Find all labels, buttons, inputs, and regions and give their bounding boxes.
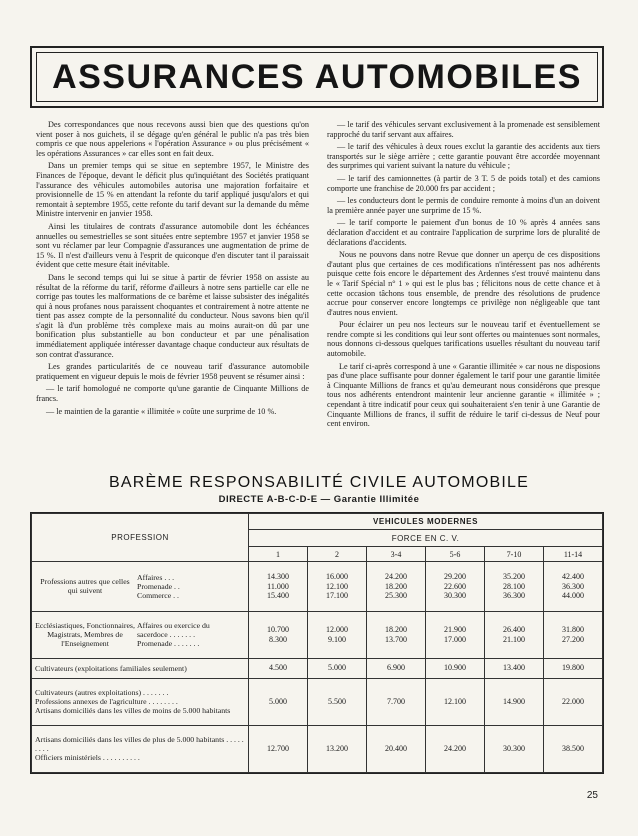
tariff-value: 5.500: [308, 678, 367, 725]
tariff-value: 35.200 28.100 36.300: [485, 562, 544, 612]
tariff-value: 4.500: [249, 658, 308, 678]
profession-cell: [32, 678, 249, 725]
left_col-paragraph: Dans un premier temps qui se situe en septembre 1957, le Ministre des Finances de l'époque, devant le déficit plus qu'inquiétant des Sociétés pratiquant l'assurance des véhicules automobiles autorisa une majoration forfaitaire et provisionnelle de 15 % en attendant la refonte du tarif appliqué jusqu'alors et qui remontait à septembre 1955, cette refonte du tarif devant sur la demande du même Ministre intervenir en janvier 1958.: [36, 161, 309, 219]
table-row: [32, 678, 603, 725]
tariff-value: 12.100: [426, 678, 485, 725]
profession-cell: [32, 562, 249, 612]
tariff-value: 7.700: [367, 678, 426, 725]
profession-subcategory: Affaires ou exercice du sacerdoce . . . . . . .: [137, 621, 210, 640]
vehicules-header: VEHICULES MODERNES: [249, 514, 603, 530]
tariff-value: 14.300 11.000 15.400: [249, 562, 308, 612]
tariff-value: 30.300: [485, 725, 544, 772]
left-column: [36, 120, 309, 470]
profession-group: Ecclésiastiques, Fonctionnaires, Magistrats, Membres de l'Enseignement: [35, 621, 135, 649]
profession-group: Cultivateurs (exploitations familiales seulement): [35, 664, 187, 673]
table-subtitle: DIRECTE A-B-C-D-E — Garantie Illimitée: [218, 494, 420, 505]
right-column: [327, 120, 600, 470]
tariff-value: 31.800 27.200: [544, 611, 603, 658]
table-row: [32, 562, 603, 612]
profession-subcategory: Promenade . .: [137, 581, 180, 591]
table-row: [32, 725, 603, 772]
force-column-header: 3-4: [367, 547, 426, 562]
tariff-value: 26.400 21.100: [485, 611, 544, 658]
profession-cell: [32, 725, 249, 772]
tariff-value: 10.900: [426, 658, 485, 678]
right_col-paragraph: — le tarif des camionnettes (à partir de 3 T. 5 de poids total) et des camions comporte une franchise de 20.000 frs par accident ;: [327, 173, 600, 193]
profession-header: PROFESSION: [32, 514, 249, 562]
right_col-paragraph: — le tarif comporte le paiement d'un bonus de 10 % après 4 années sans déclaration d'accident et au contraire l'application de surprime lors de pluralité de déclarations d'accidents.: [327, 218, 600, 247]
tariff-value: 12.700: [249, 725, 308, 772]
tariff-value: 14.900: [485, 678, 544, 725]
tariff-value: 12.000 9.100: [308, 611, 367, 658]
tariff-value: 19.800: [544, 658, 603, 678]
tariff-value: 38.500: [544, 725, 603, 772]
left_col-paragraph: — le tarif homologué ne comporte qu'une garantie de Cinquante Millions de francs.: [36, 384, 309, 404]
left_col-paragraph: Des correspondances que nous recevons aussi bien que des questions qu'on vient poser à nos guichets, il se dégage qu'en général le public n'a pas très bien compris ce que nous appelerions « l'opération Assurance » ou plus précisément « les opérations Assurances » car elles sont en fait deux.: [36, 120, 309, 158]
tariff-value: 5.000: [308, 658, 367, 678]
profession-subcategory: Affaires . . .: [137, 572, 175, 582]
tariff-value: 5.000: [249, 678, 308, 725]
left_col-paragraph: Dans le second temps qui lui se situe à partir de février 1958 on assiste au résultat de la réforme du tarif, réforme d'ailleurs à notre sens partielle car elle ne corrige pas toutes les malformations de ce barème et laisse subsister des inégalités qui à nous profanes nous paraissent choquantes et contrairement à notre attente ne tient pas assez compte de la personnalité du conducteur. Nous savons bien qu'il s'agit là d'un problème très complexe mais au moins aurait-on dû par une bonification plus substantielle au bon conducteur et par une pénalisation immédiatement appliquée intéresser davantage chaque conducteur aux résultats de son contrat d'assurance.: [36, 272, 309, 359]
force-column-header: 1: [249, 547, 308, 562]
article-body: [36, 120, 600, 470]
tariff-value: 20.400: [367, 725, 426, 772]
tariff-value: 10.700 8.300: [249, 611, 308, 658]
title-frame: [30, 46, 604, 108]
tariff-value: 24.200 18.200 25.300: [367, 562, 426, 612]
tariff-value: 6.900: [367, 658, 426, 678]
right_col-paragraph: Pour éclairer un peu nos lecteurs sur le nouveau tarif et éventuellement se rendre compte si les conditions qui leur sont offertes ou maintenues sont normales, nous donnons ci-dessous quelques tarifications usuelles résultant du nouveau tarif automobile.: [327, 320, 600, 359]
profession-subcategory: Promenade . . . . . . .: [137, 639, 200, 649]
profession-group: Cultivateurs (autres exploitations) . . . . . . . Professions annexes de l'agriculture . . . . . . . . Artisans domiciliés dans les villes de moins de 5.000 habitants: [35, 688, 231, 716]
force-column-header: 7-10: [485, 547, 544, 562]
page-title: ASSURANCES AUTOMOBILES: [52, 58, 582, 96]
page-number: 25: [586, 790, 598, 801]
right_col-paragraph: — les conducteurs dont le permis de conduire remonte à moins d'un an doivent la première année payer une surprime de 15 %.: [327, 196, 600, 215]
left_col-paragraph: Les grandes particularités de ce nouveau tarif d'assurance automobile pratiquement en vigueur depuis le mois de février 1958 peuvent se résumer ainsi :: [36, 362, 309, 381]
right_col-paragraph: Nous ne pouvons dans notre Revue que donner un aperçu de ces dispositions d'autant plus que certaines de ces modifications n'intéressent pas nos adhérents puisque cette fois encore le département des Ardennes s'est trouvé maintenu dans le « Tarif Spécial n° 1 » qui est le plus bas ; félicitons nous de cette chance et à cette occasion tâchons tous ensemble, de prendre des résolutions de prudence accrue pour conserver encore longtemps ce privilège non négligeable que tant d'autres nous envient.: [327, 250, 600, 317]
profession-group: Artisans domiciliés dans les villes de plus de 5.000 habitants . . . . . . . . . Officiers ministériels . . . . . . . . . .: [35, 735, 244, 763]
profession-subcategory: Commerce . .: [137, 590, 180, 600]
tariff-value: 21.900 17.000: [426, 611, 485, 658]
right_col-paragraph: Le tarif ci-après correspond à une « Garantie illimitée » car nous ne disposions pas d'une place suffisante pour donner également le tarif pour une garantie limitée à Cinquante Millions de francs et qu'au demeurant nous considérons que presque tous nos adhérents entendront maintenir leur ancienne garantie « illimitée » ; cependant à titre indicatif pour ceux qui souhaiteraient s'en tenir à une Garantie de Cinquante Millions de francs, il suffit de réduire le tarif ci-dessus de Neuf pour cent environ.: [327, 361, 600, 429]
profession-cell: [32, 658, 249, 678]
tariff-value: 16.000 12.100 17.100: [308, 562, 367, 612]
tariff-value: 18.200 13.700: [367, 611, 426, 658]
tariff-value: 13.400: [485, 658, 544, 678]
tariff-value: 24.200: [426, 725, 485, 772]
left_col-paragraph: Ainsi les titulaires de contrats d'assurance automobile dont les échéances annuelles ou semestrielles se sont situées entre septembre 1957 et janvier 1958 se sont vu réclamer par leur Compagnie d'assurances une augmentation de prime de 15 %. Il n'est d'ailleurs venu à l'esprit de quiconque d'en discuter tant il paraissait évident que cette mesure était inévitable.: [36, 221, 309, 270]
right_col-paragraph: — le tarif des véhicules à deux roues exclut la garantie des accidents aux tiers transportés sur le siège arrière ; cette garantie pouvant être accordée moyennant des surprimes qui varient suivant la nature du véhicule ;: [327, 142, 600, 171]
tariff-value: 42.400 36.300 44.000: [544, 562, 603, 612]
profession-group: Professions autres que celles qui suivent: [40, 577, 130, 596]
table-row: [32, 658, 603, 678]
force-column-header: 2: [308, 547, 367, 562]
tariff-value: 22.000: [544, 678, 603, 725]
profession-cell: [32, 611, 249, 658]
force-header: FORCE EN C. V.: [249, 530, 603, 547]
tariff-value: 13.200: [308, 725, 367, 772]
force-column-header: 11-14: [544, 547, 603, 562]
right_col-paragraph: — le tarif des véhicules servant exclusivement à la promenade est sensiblement rapproché du tarif servant aux affaires.: [327, 120, 600, 139]
tariff-value: 29.200 22.600 30.300: [426, 562, 485, 612]
table-title: BARÈME RESPONSABILITÉ CIVILE AUTOMOBILE: [109, 474, 529, 491]
tariff-table: [30, 512, 604, 774]
force-column-header: 5-6: [426, 547, 485, 562]
left_col-paragraph: — le maintien de la garantie « illimitée » coûte une surprime de 10 %.: [46, 406, 277, 416]
table-row: [32, 611, 603, 658]
